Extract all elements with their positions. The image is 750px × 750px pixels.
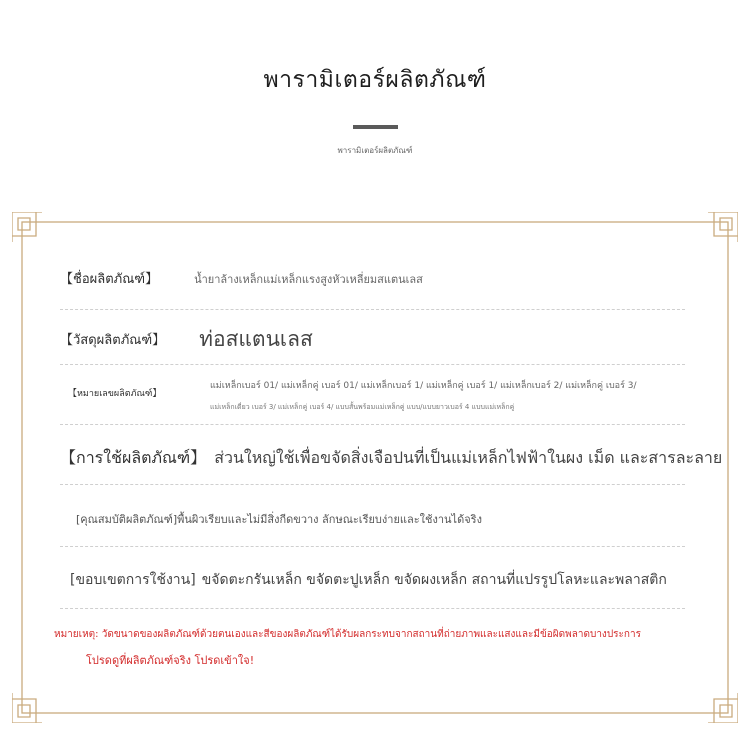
spec-label: 【การใช้ผลิตภัณฑ์】 bbox=[60, 448, 207, 467]
divider bbox=[60, 364, 685, 365]
spec-value: น้ำยาล้างเหล็กแม่เหล็กแรงสูงหัวเหลี่ยมสแตนเลส bbox=[194, 273, 423, 286]
divider bbox=[60, 309, 685, 310]
spec-label: 【หมายเลขผลิตภัณฑ์】 bbox=[68, 389, 162, 399]
spec-value: แม่เหล็กเบอร์ 01/ แม่เหล็กคู่ เบอร์ 01/ แม่เหล็กเบอร์ 1/ แม่เหล็กคู่ เบอร์ 1/ แม่เหล็กเบอร์ 2/ แม่เหล็กคู่ เบอร์ 3/ bbox=[210, 381, 637, 391]
spec-label: 【ชื่อผลิตภัณฑ์】 bbox=[60, 272, 159, 287]
spec-value: ส่วนใหญ่ใช้เพื่อขจัดสิ่งเจือปนที่เป็นแม่เหล็กไฟฟ้าในผง เม็ด และสารละลาย bbox=[214, 448, 723, 467]
page-title: พารามิเตอร์ผลิตภัณฑ์ bbox=[263, 67, 487, 93]
spec-row-material bbox=[60, 321, 690, 354]
page-subtitle: พารามิเตอร์ผลิตภัณฑ์ bbox=[337, 146, 413, 155]
spec-row-features bbox=[76, 510, 706, 528]
spec-label: 【วัสดุผลิตภัณฑ์】 bbox=[60, 333, 166, 348]
spec-row-usage bbox=[60, 445, 723, 471]
spec-row-scope bbox=[70, 569, 700, 591]
spec-value: แม่เหล็กเดี่ยว เบอร์ 3/ แม่เหล็กคู่ เบอร์ 4/ แบบสั้นพร้อมแม่เหล็กคู่ แบบ/แบบยาวเบอร์ 4 แบบแม่เหล็กคู่ bbox=[210, 403, 515, 411]
disclaimer-note: หมายเหตุ: วัดขนาดของผลิตภัณฑ์ด้วยตนเองและสีของผลิตภัณฑ์ได้รับผลกระทบจากสถานที่ถ่ายภาพและแสงและมีข้อผิดพลาดบางประการ bbox=[54, 629, 641, 640]
spec-value: ขจัดตะกรันเหล็ก ขจัดตะปูเหล็ก ขจัดผงเหล็ก สถานที่แปรรูปโลหะและพลาสติก bbox=[201, 572, 667, 588]
divider bbox=[60, 424, 685, 425]
divider bbox=[60, 608, 685, 609]
spec-value: พื้นผิวเรียบและไม่มีสิ่งกีดขวาง ลักษณะเรียบง่ายและใช้งานได้จริง bbox=[177, 513, 482, 526]
spec-value: ท่อสแตนเลส bbox=[199, 327, 313, 351]
spec-label: [คุณสมบัติผลิตภัณฑ์] bbox=[76, 513, 178, 526]
spec-row-name bbox=[60, 268, 690, 289]
disclaimer-note-2: โปรดดูที่ผลิตภัณฑ์จริง โปรดเข้าใจ! bbox=[86, 654, 255, 667]
divider bbox=[60, 484, 685, 485]
divider bbox=[60, 546, 685, 547]
spec-label: [ขอบเขตการใช้งาน] bbox=[70, 572, 196, 588]
